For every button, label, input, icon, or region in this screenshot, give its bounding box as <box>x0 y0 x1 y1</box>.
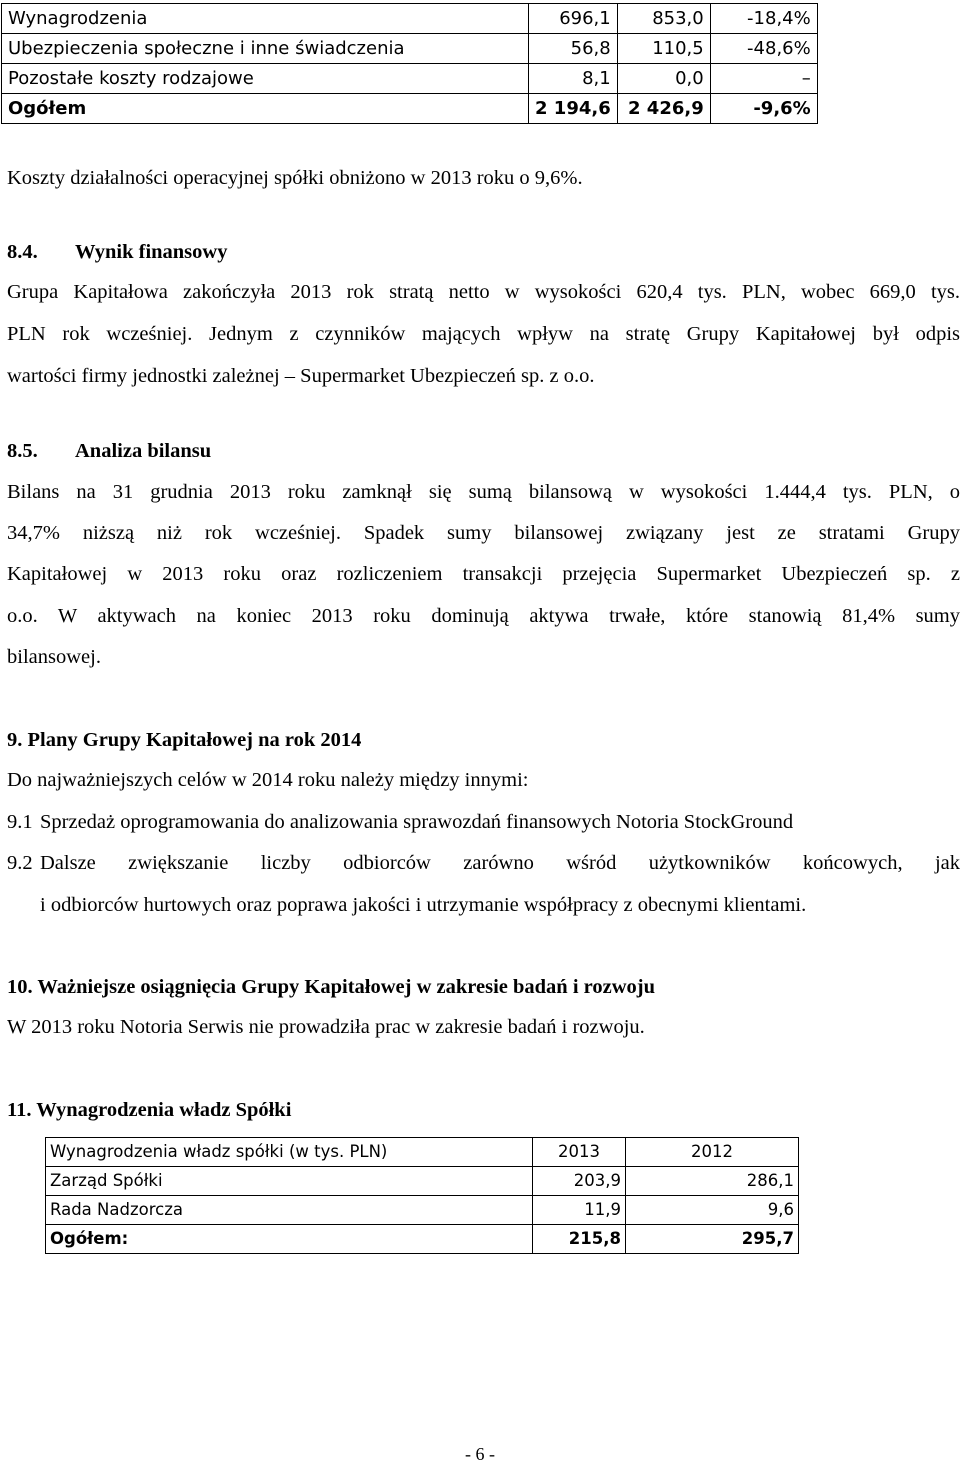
row-2013: 203,9 <box>533 1167 626 1196</box>
table-header-label: Wynagrodzenia władz spółki (w tys. PLN) <box>46 1138 533 1167</box>
paragraph-line: o.o. W aktywach na koniec 2013 roku dominują aktywa trwałe, które stanowią 81,4% sumy <box>7 605 960 627</box>
cost-change: -48,6% <box>710 34 817 64</box>
cost-change: -18,4% <box>710 4 817 34</box>
cost-label: Wynagrodzenia <box>2 4 529 34</box>
page-number: - 6 - <box>465 1444 495 1464</box>
section-heading-8-4 <box>7 241 227 264</box>
paragraph-line: Grupa Kapitałowa zakończyła 2013 rok stratą netto w wysokości 620,4 tys. PLN, wobec 669,0 tys. <box>7 281 960 303</box>
section-heading-8-5 <box>7 440 211 463</box>
cost-2013: 8,1 <box>529 64 618 94</box>
list-item-number: 9.1 <box>7 811 33 833</box>
table-row <box>46 1196 799 1225</box>
cost-label: Ubezpieczenia społeczne i inne świadczenia <box>2 34 529 64</box>
paragraph-line: Bilans na 31 grudnia 2013 roku zamknął się sumą bilansową w wysokości 1.444,4 tys. PLN, o <box>7 481 960 503</box>
table-row <box>2 4 818 34</box>
table-header-2013: 2013 <box>533 1138 626 1167</box>
cost-change: -9,6% <box>710 94 817 124</box>
row-2012: 286,1 <box>626 1167 799 1196</box>
table-total-row <box>2 94 818 124</box>
list-item-number: 9.2 <box>7 852 33 874</box>
list-item-text: i odbiorców hurtowych oraz poprawa jakości i utrzymanie współpracy z obecnymi klientami. <box>40 894 807 916</box>
cost-change: – <box>710 64 817 94</box>
cost-2013: 696,1 <box>529 4 618 34</box>
table-row <box>2 34 818 64</box>
paragraph-line: bilansowej. <box>7 646 101 668</box>
cost-2012: 0,0 <box>617 64 710 94</box>
table-total-row <box>46 1225 799 1254</box>
table-header-row <box>46 1138 799 1167</box>
section-title: Analiza bilansu <box>75 440 212 462</box>
table-row <box>46 1167 799 1196</box>
costs-summary: Koszty działalności operacyjnej spółki obniżono w 2013 roku o 9,6%. <box>7 167 583 189</box>
cost-2013: 56,8 <box>529 34 618 64</box>
row-label: Zarząd Spółki <box>46 1167 533 1196</box>
section-text: W 2013 roku Notoria Serwis nie prowadziła prac w zakresie badań i rozwoju. <box>7 1016 645 1038</box>
paragraph-line: wartości firmy jednostki zależnej – Supermarket Ubezpieczeń sp. z o.o. <box>7 365 595 387</box>
paragraph-line: 34,7% niższą niż rok wcześniej. Spadek sumy bilansowej związany jest ze stratami Grupy <box>7 522 960 544</box>
row-label: Ogółem: <box>46 1225 533 1254</box>
section-heading-10: 10. Ważniejsze osiągnięcia Grupy Kapitałowej w zakresie badań i rozwoju <box>7 976 656 998</box>
table-header-2012: 2012 <box>626 1138 799 1167</box>
section-number: 8.5. <box>7 440 38 462</box>
section-intro: Do najważniejszych celów w 2014 roku należy między innymi: <box>7 769 529 791</box>
row-2012: 295,7 <box>626 1225 799 1254</box>
board-remuneration-table <box>45 1137 799 1254</box>
cost-2012: 853,0 <box>617 4 710 34</box>
cost-2013: 2 194,6 <box>529 94 618 124</box>
paragraph-line: PLN rok wcześniej. Jednym z czynników mających wpływ na stratę Grupy Kapitałowej był odpis <box>7 323 960 345</box>
section-heading-9: 9. Plany Grupy Kapitałowej na rok 2014 <box>7 729 362 751</box>
paragraph-line: Kapitałowej w 2013 roku oraz rozliczeniem transakcji przejęcia Supermarket Ubezpieczeń sp. z <box>7 563 960 585</box>
section-title: Wynik finansowy <box>75 241 228 263</box>
cost-2012: 110,5 <box>617 34 710 64</box>
cost-2012: 2 426,9 <box>617 94 710 124</box>
table-row <box>2 64 818 94</box>
row-2013: 215,8 <box>533 1225 626 1254</box>
section-heading-11: 11. Wynagrodzenia władz Spółki <box>7 1099 292 1121</box>
list-item-text: Sprzedaż oprogramowania do analizowania sprawozdań finansowych Notoria StockGround <box>40 811 794 833</box>
costs-table <box>1 3 818 124</box>
cost-label: Ogółem <box>2 94 529 124</box>
list-item-text: Dalsze zwiększanie liczby odbiorców zarówno wśród użytkowników końcowych, jak <box>40 852 960 874</box>
row-label: Rada Nadzorcza <box>46 1196 533 1225</box>
row-2013: 11,9 <box>533 1196 626 1225</box>
section-number: 8.4. <box>7 241 38 263</box>
row-2012: 9,6 <box>626 1196 799 1225</box>
cost-label: Pozostałe koszty rodzajowe <box>2 64 529 94</box>
